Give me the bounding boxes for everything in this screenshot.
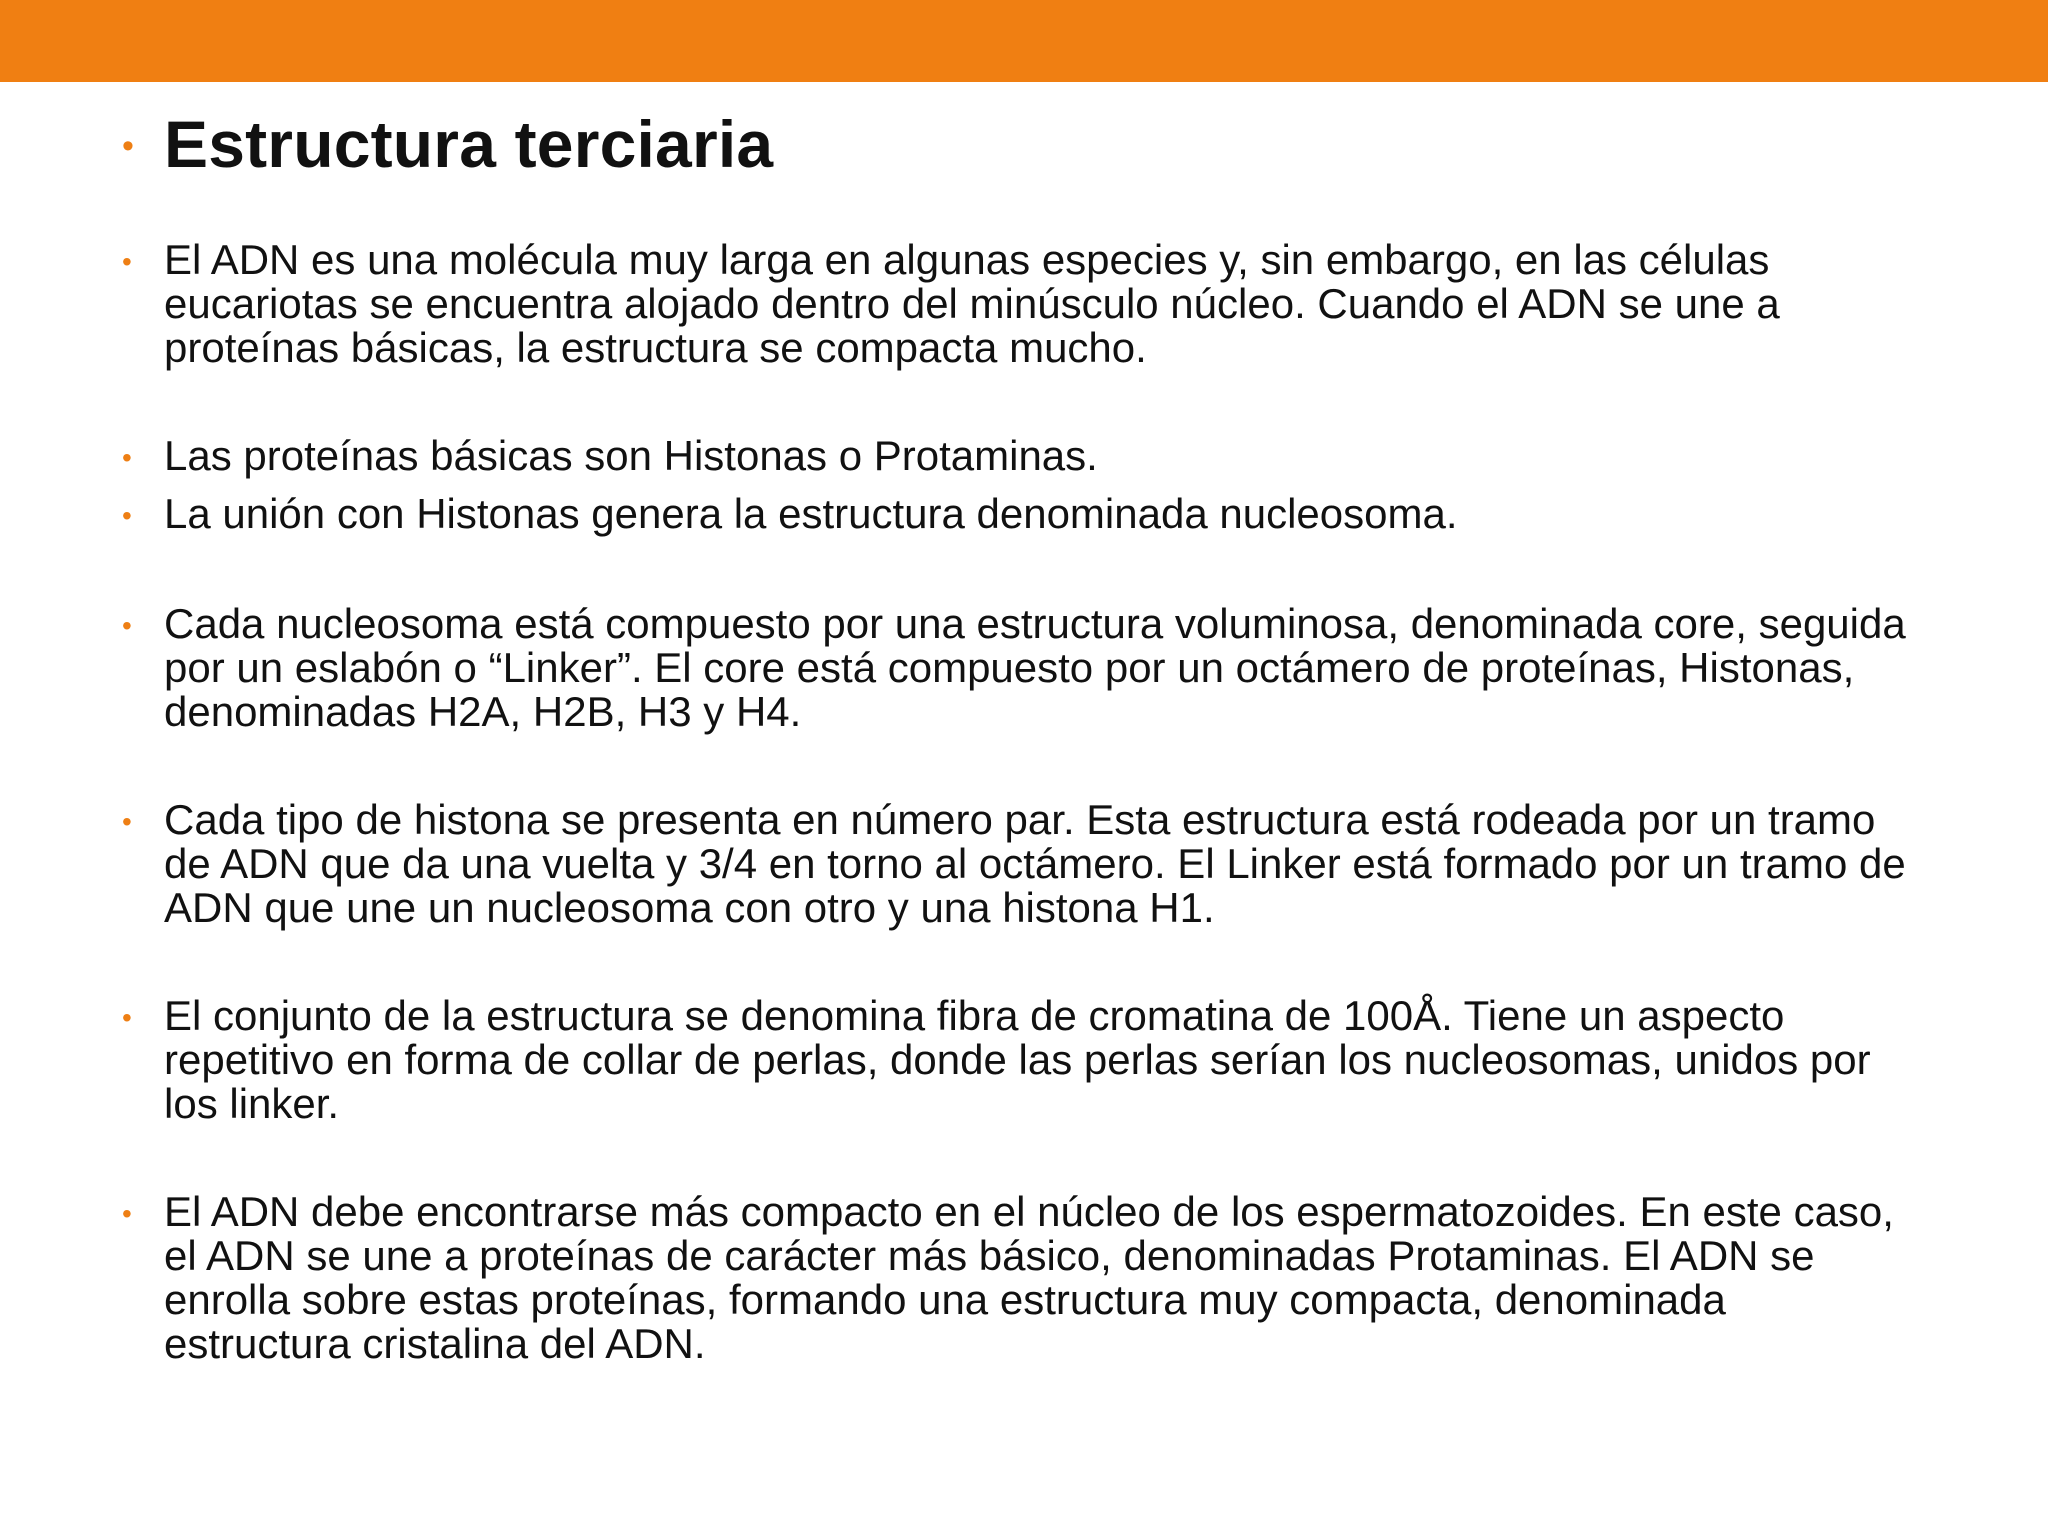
bullet-text: Cada tipo de histona se presenta en número par. Esta estructura está rodeada por un tramo de ADN que da una vuelta y 3/4 en torno al octámero. El Linker está formado por un tramo de ADN que une un nucleosoma con otro y una histona H1. [164, 796, 1906, 931]
bullet-icon: • [122, 500, 132, 531]
bullet-icon: • [122, 1002, 132, 1033]
title-bullet-icon: • [122, 127, 134, 166]
bullet-item [122, 492, 1922, 538]
bullet-item [122, 798, 1922, 930]
bullet-text: La unión con Histonas genera la estructura denominada nucleosoma. [164, 490, 1458, 537]
bullet-text: Cada nucleosoma está compuesto por una estructura voluminosa, denominada core, seguida por un eslabón o “Linker”. El core está compuesto por un octámero de proteínas, Histonas, denominadas H2A, H2B, H3 y H4. [164, 600, 1906, 735]
bullet-text: Las proteínas básicas son Histonas o Protaminas. [164, 432, 1098, 479]
bullet-icon: • [122, 246, 132, 277]
bullet-item [122, 602, 1922, 734]
bullet-icon: • [122, 610, 132, 641]
bullet-item [122, 238, 1922, 370]
slide-title: Estructura terciaria [164, 107, 774, 181]
orange-header-bar [0, 0, 2048, 82]
bullet-icon: • [122, 806, 132, 837]
slide-content [122, 238, 1922, 1366]
bullet-icon: • [122, 442, 132, 473]
slide-title-row [122, 108, 773, 181]
bullet-text: El conjunto de la estructura se denomina fibra de cromatina de 100Å. Tiene un aspecto repetitivo en forma de collar de perlas, donde las perlas serían los nucleosomas, unidos por los linker. [164, 992, 1871, 1127]
bullet-item [122, 1190, 1922, 1366]
bullet-text: El ADN es una molécula muy larga en algunas especies y, sin embargo, en las células eucariotas se encuentra alojado dentro del minúsculo núcleo. Cuando el ADN se une a proteínas básicas, la estructura se compacta mucho. [164, 236, 1780, 371]
bullet-icon: • [122, 1198, 132, 1229]
bullet-text: El ADN debe encontrarse más compacto en el núcleo de los espermatozoides. En este caso, el ADN se une a proteínas de carácter más básico, denominadas Protaminas. El ADN se enrolla sobre estas proteínas, formando una estructura muy compacta, denominada estructura cristalina del ADN. [164, 1188, 1894, 1367]
bullet-item [122, 434, 1922, 480]
bullet-item [122, 994, 1922, 1126]
